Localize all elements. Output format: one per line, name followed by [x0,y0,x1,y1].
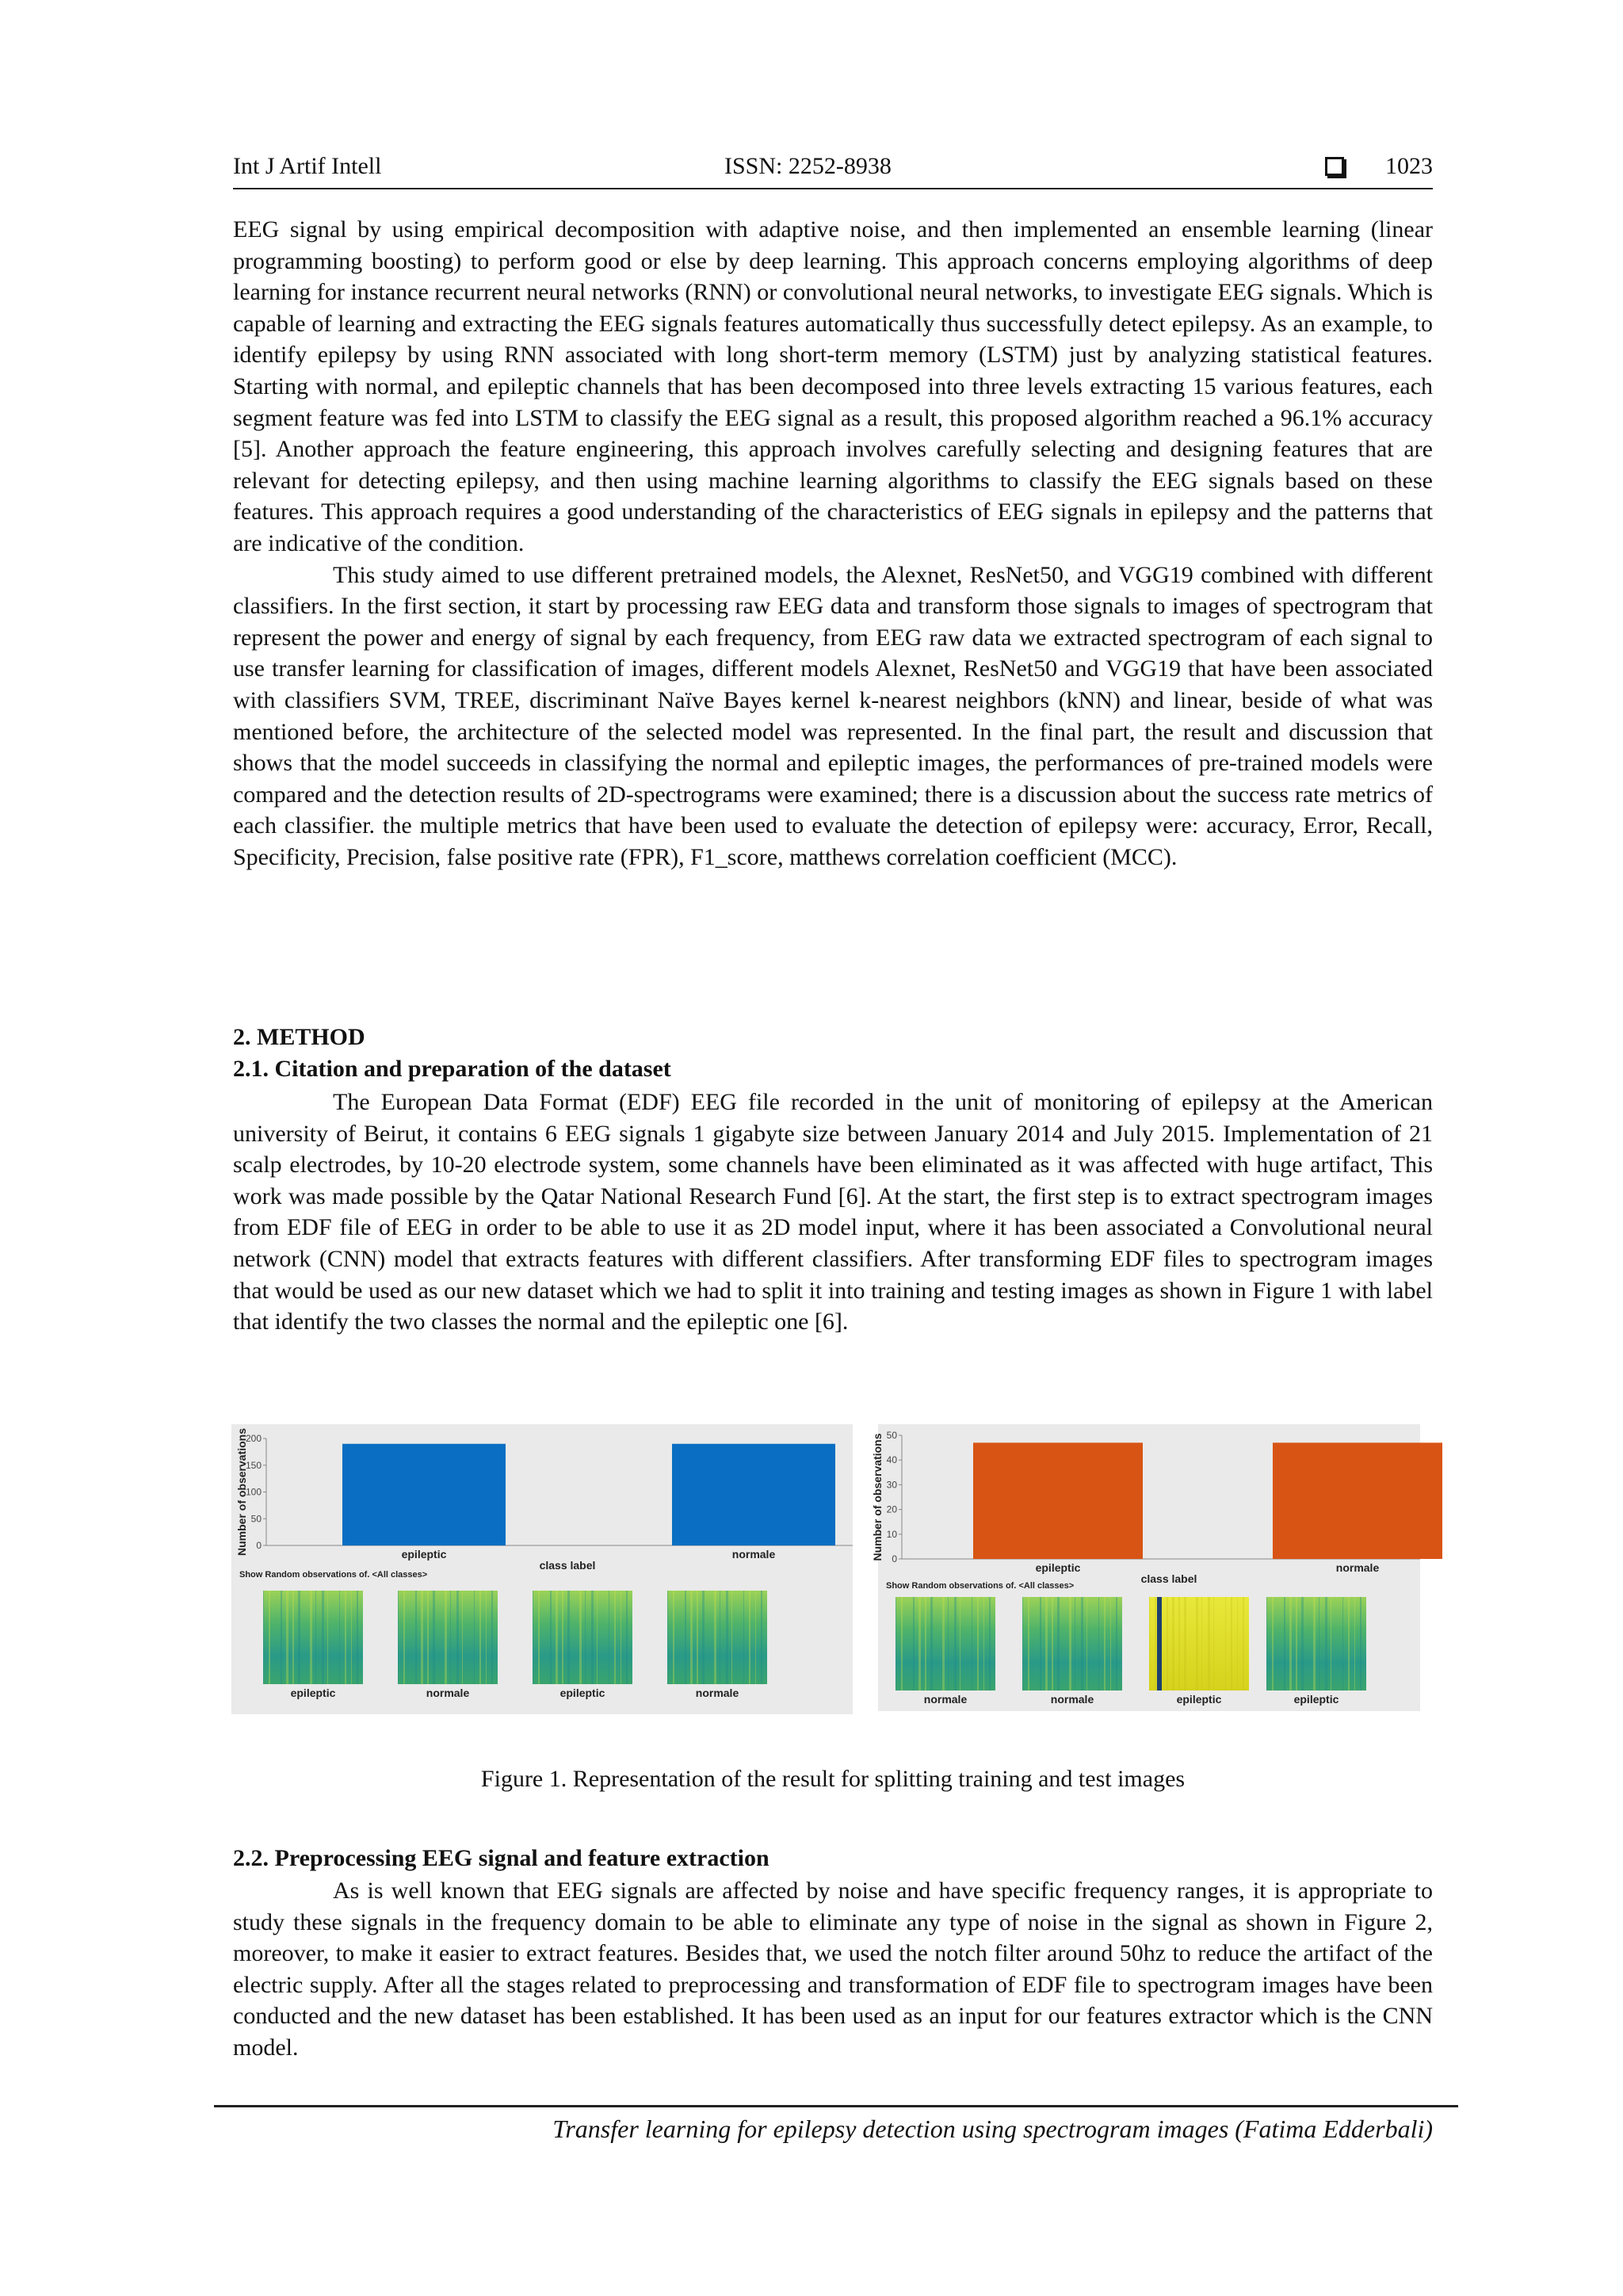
spectrogram-thumbnail [263,1591,363,1684]
bar-chart-test-svg [871,1424,1420,1592]
spectrogram-streak [474,1591,475,1684]
spectrogram-thumbnail [1022,1597,1122,1690]
section-heading-2-1: 2.1. Citation and preparation of the dataset [233,1056,671,1082]
spectrogram-streak [322,1591,324,1684]
y-tick-label: 50 [250,1513,262,1525]
spectrogram-streak [462,1591,463,1684]
thumbnail-label: normale [695,1687,739,1699]
bar-chart-training [231,1424,853,1583]
spectrogram-streak [1360,1597,1361,1690]
spectrogram-streak [714,1591,716,1684]
spectrogram-streak [345,1591,346,1684]
spectrogram-streak [315,1591,316,1684]
checkbox-square-icon [1325,157,1344,176]
spectrogram-streak [942,1597,945,1690]
spectrogram-streak [1167,1597,1168,1690]
page-number: 1023 [1385,153,1433,179]
y-tick-label: 20 [886,1503,897,1515]
spectrogram-fill [1022,1597,1122,1690]
thumbs-title-left: Show Random observations of. <All classes> [239,1570,428,1580]
figure-panel-training [231,1424,853,1714]
spectrogram-image [896,1597,995,1690]
body-text-2-1 [233,1087,1433,1338]
spectrogram-streak [1040,1597,1041,1690]
spectrogram-streak [479,1591,481,1684]
spectrogram-streak [1045,1597,1048,1690]
spectrogram-streak [298,1591,300,1684]
spectrogram-streak [567,1591,570,1684]
spectrogram-streak [1116,1597,1117,1690]
spectrogram-streak [1313,1597,1316,1690]
spectrogram-streak [673,1591,674,1684]
spectrogram-streak [731,1591,732,1684]
y-tick-label: 30 [886,1479,897,1491]
bar-chart-test [871,1424,1420,1592]
spectrogram-thumbnail [398,1591,498,1684]
spectrogram-streak [538,1591,540,1684]
spectrogram-streak [743,1591,744,1684]
spectrogram-streak [1086,1597,1087,1690]
y-tick-label: 200 [245,1433,262,1444]
issn: ISSN: 2252-8938 [724,153,892,179]
running-footer: Transfer learning for epilepsy detection using spectrogram images (Fatima Edderbali) [552,2115,1433,2143]
spectrogram-thumbnail [667,1591,767,1684]
spectrogram-streak [1081,1597,1083,1690]
spectrogram-streak [456,1591,459,1684]
running-header [233,153,1433,189]
thumbs-title-right: Show Random observations of. <All classes> [886,1581,1075,1591]
spectrogram-streak [445,1591,447,1684]
spectrogram-streak [1104,1597,1106,1690]
spectrogram-streak [327,1591,328,1684]
spectrogram-image [667,1591,767,1684]
paragraph-1: EEG signal by using empirical decomposition with adaptive noise, and then implemented an ensemble learning (linear programming boosting) to perform good or else by deep learning. This approach concerns employing algorithms of deep learning for instance recurrent neural networks (RNN) or convolutional neural networks, to investigate EEG signals. Which is capable of learning and extracting the EEG signals features automatically thus successfully detect epilepsy. As an example, to identify epilepsy by using RNN associated with long short-term memory (LSTM) just by analyzing statistical features. Starting with normal, and epileptic channels that has been decomposed into three levels extracting 15 various features, each segment feature was fed into LSTM to classify the EEG signal as a result, this proposed algorithm reached a 96.1% accuracy [5]. Another approach the feature engineering, this approach involves carefully selecting and designing features that are relevant for detecting epilepsy, and then using machine learning algorithms to classify the EEG signals based on these features. This approach requires a good understanding of the characteristics of EEG signals in epilepsy and the patterns that are indicative of the condition. [233,216,1433,556]
section-heading-method: 2. METHOD [233,1024,365,1050]
spectrogram-streak [1296,1597,1297,1690]
spectrogram-streak [726,1591,728,1684]
spectrogram-fill [667,1591,767,1684]
spectrogram-streak [1178,1597,1180,1690]
spectrogram-image [1266,1597,1366,1690]
paragraph-2: This study aimed to use different pretrained models, the Alexnet, ResNet50, and VGG19 combined with different classifiers. In the first section, it start by processing raw EEG data and transform those signals to images of spectrogram that represent the power and energy of signal by each frequency, from EEG raw data we extracted spectrogram of each signal to use transfer learning for classification of images, different models Alexnet, ResNet50 and VGG19 that have been associated with classifiers SVM, TREE, discriminant Naïve Bayes kernel k-nearest neighbors (kNN) and linear, beside of what was mentioned before, the architecture of the selected model was represented. In the final part, the result and discussion that shows that the model succeeds in classifying the normal and epileptic images, the performances of pre-trained models were compared and the detection results of 2D-spectrograms were examined; there is a discussion about the success rate metrics of each classifier. the multiple metrics that have been used to evaluate the detection of epilepsy were: accuracy, Error, Recall, Specificity, Precision, false positive rate (FPR), F1_score, matthews correlation coefficient (MCC). [233,561,1433,870]
spectrogram-streak [562,1591,563,1684]
spectrogram-streak [263,1591,264,1684]
y-tick-label: 50 [886,1430,897,1441]
spectrogram-streak [421,1591,423,1684]
spectrogram-streak [1354,1597,1355,1690]
thumbnail-label: normale [1050,1693,1094,1706]
spectrogram-streak [1243,1597,1244,1690]
y-tick-label: 100 [245,1486,262,1498]
spectrogram-streak [550,1591,552,1684]
spectrogram-streak [1069,1597,1071,1690]
spectrogram-streak [702,1591,705,1684]
spectrogram-streak [281,1591,282,1684]
spectrogram-image [398,1591,498,1684]
spectrogram-streak [913,1597,915,1690]
spectrogram-streak [1208,1597,1210,1690]
spectrogram-streak [1155,1597,1156,1690]
spectrogram-dark-band [1157,1597,1162,1690]
category-label: normale [731,1548,776,1561]
spectrogram-streak [1098,1597,1099,1690]
spectrogram-streak [749,1591,750,1684]
spectrogram-streak [930,1597,933,1690]
spectrogram-streak [591,1591,594,1684]
spectrogram-streak [433,1591,435,1684]
section-heading-2-2: 2.2. Preprocessing EEG signal and feature extraction [233,1845,769,1871]
spectrogram-streak [1022,1597,1023,1690]
spectrogram-streak [697,1591,698,1684]
spectrogram-streak [755,1591,756,1684]
y-tick-label: 150 [245,1459,262,1471]
spectrogram-streak [1172,1597,1174,1690]
spectrogram-streak [450,1591,451,1684]
y-axis-label: Number of observations [235,1427,248,1557]
spectrogram-streak [1237,1597,1238,1690]
category-label: normale [1335,1561,1380,1574]
spectrogram-streak [667,1591,668,1684]
spectrogram-streak [556,1591,558,1684]
spectrogram-streak [626,1591,628,1684]
spectrogram-streak [901,1597,903,1690]
paragraph-4: As is well known that EEG signals are affected by noise and have specific frequency ranges, it is appropriate to study these signals in the frequency domain to be able to eliminate any type of noise in the signal as shown in Figure 2, moreover, to make it easier to extract features. Besides that, we used the notch filter around 50hz to reduce the artifact of the electric supply. After all the stages related to preprocessing and transformation of EDF file to spectrogram images have been conducted and the new dataset has been established. It has been used as an input for our features extractor which is the CNN model. [233,1878,1433,2061]
spectrogram-streak [954,1597,957,1690]
spectrogram-fill [263,1591,363,1684]
spectrogram-streak [1289,1597,1292,1690]
y-tick-label: 0 [256,1540,262,1551]
spectrogram-thumbnail [896,1597,995,1690]
journal-name: Int J Artif Intell [233,153,382,179]
spectrogram-streak [1325,1597,1327,1690]
spectrogram-streak [1213,1597,1214,1690]
spectrogram-streak [415,1591,417,1684]
spectrogram-streak [1196,1597,1198,1690]
spectrogram-streak [491,1591,493,1684]
spectrogram-streak [357,1591,358,1684]
spectrogram-image [533,1591,632,1684]
bar-normale [672,1444,835,1545]
spectrogram-streak [310,1591,312,1684]
spectrogram-streak [685,1591,686,1684]
spectrogram-streak [1057,1597,1060,1690]
spectrogram-image [263,1591,363,1684]
figure-caption: Figure 1. Representation of the result for splitting training and test images [480,1766,1186,1792]
spectrogram-streak [948,1597,949,1690]
thumbnail-label: epileptic [1176,1693,1222,1706]
spectrogram-streak [1201,1597,1202,1690]
spectrogram-streak [597,1591,598,1684]
spectrogram-streak [486,1591,487,1684]
bar-chart-training-svg [231,1424,853,1583]
spectrogram-streak [1052,1597,1053,1690]
spectrogram-streak [1110,1597,1111,1690]
x-axis-label: class label [1140,1572,1197,1585]
spectrogram-streak [398,1591,399,1684]
body-text-2-2 [233,1875,1433,2064]
spectrogram-streak [1149,1597,1150,1690]
spectrogram-streak [1028,1597,1029,1690]
bar-epileptic [973,1442,1143,1559]
y-axis-label: Number of observations [871,1433,884,1561]
spectrogram-streak [983,1597,984,1690]
spectrogram-streak [1184,1597,1186,1690]
spectrogram-streak [1301,1597,1304,1690]
spectrogram-streak [1272,1597,1274,1690]
spectrogram-streak [585,1591,586,1684]
spectrogram-streak [269,1591,270,1684]
footer-rule [214,2105,1458,2107]
y-tick-label: 10 [886,1528,897,1540]
bar-epileptic [342,1444,506,1545]
spectrogram-image [1022,1597,1122,1690]
spectrogram-fill [1149,1597,1249,1690]
spectrogram-fill [533,1591,632,1684]
spectrogram-streak [427,1591,429,1684]
spectrogram-streak [918,1597,921,1690]
bar-normale [1273,1442,1442,1559]
spectrogram-streak [977,1597,979,1690]
spectrogram-streak [339,1591,340,1684]
thumbnail-label: epileptic [1293,1693,1339,1706]
thumbnail-label: epileptic [559,1687,605,1699]
paragraph-3: The European Data Format (EDF) EEG file recorded in the unit of monitoring of epilepsy at the American university of Beirut, it contains 6 EEG signals 1 gigabyte size between January 2014 and July 2015. Implementation of 21 scalp electrodes, by 10-20 electrode system, some channels have been eliminated as it was affected with huge artifact, This work was made possible by the Qatar National Research Fund [6]. At the start, the first step is to extract spectrogram images from EDF file of EEG in order to be able to use it as 2D model input, where it has been associated a Convolutional neural network (CNN) model that extracts features with different classifiers. After transforming EDF files to spectrogram images that would be used as our new dataset which we had to split it into training and testing images as shown in Figure 1 with label that identify the two classes the normal and the epileptic one [6]. [233,1089,1433,1335]
spectrogram-fill [1266,1597,1366,1690]
spectrogram-streak [989,1597,991,1690]
spectrogram-streak [351,1591,352,1684]
thumbnail-label: epileptic [290,1687,336,1699]
y-tick-label: 0 [892,1553,897,1564]
spectrogram-streak [614,1591,616,1684]
spectrogram-streak [1231,1597,1232,1690]
spectrogram-thumbnail [1266,1597,1366,1690]
spectrogram-streak [1342,1597,1343,1690]
body-text-top [233,214,1433,873]
spectrogram-image [1149,1597,1249,1690]
spectrogram-thumbnail [1149,1597,1249,1690]
spectrogram-fill [398,1591,498,1684]
spectrogram-streak [1266,1597,1267,1690]
spectrogram-thumbnail [533,1591,632,1684]
spectrogram-streak [286,1591,288,1684]
spectrogram-streak [690,1591,693,1684]
thumbnail-label: normale [923,1693,968,1706]
spectrogram-streak [1284,1597,1285,1690]
spectrogram-streak [761,1591,762,1684]
y-tick-label: 40 [886,1454,897,1466]
spectrogram-streak [403,1591,405,1684]
spectrogram-streak [1348,1597,1350,1690]
spectrogram-streak [925,1597,926,1690]
category-label: epileptic [401,1548,447,1561]
spectrogram-streak [579,1591,582,1684]
spectrogram-streak [1225,1597,1226,1690]
spectrogram-fill [896,1597,995,1690]
category-label: epileptic [1035,1561,1081,1574]
x-axis-label: class label [539,1559,596,1572]
thumbnail-label: normale [426,1687,470,1699]
spectrogram-streak [292,1591,294,1684]
figure-panel-test [871,1424,1420,1711]
